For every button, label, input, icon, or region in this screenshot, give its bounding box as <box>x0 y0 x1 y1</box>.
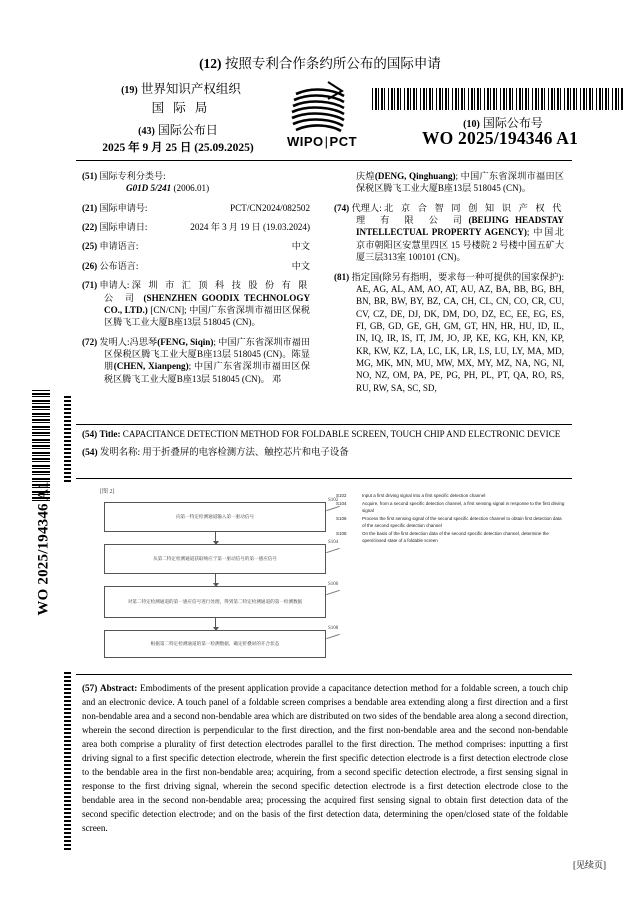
inventor-1-name-cn: 冯思琴 <box>129 336 158 347</box>
tick-rule-left-abstract <box>64 672 71 852</box>
wipo-wordmark <box>276 134 368 149</box>
title-text-cn: 用于折叠屏的电容检测方法、触控芯片和电子设备 <box>142 447 349 458</box>
legend-id-s108: S108 <box>336 530 347 536</box>
title-code-cn: (54) <box>82 447 98 458</box>
field-code-71: (71) <box>82 280 98 291</box>
legend-text-s102: Input a first driving signal into a first specific detection channel <box>362 493 486 498</box>
legend-id-s104: S104 <box>336 500 347 506</box>
flow-leader-s104 <box>326 548 340 553</box>
legend-row-s102 <box>336 492 566 499</box>
publication-language-label: 公布语言: <box>99 260 139 271</box>
field-81-designated-states <box>334 271 564 395</box>
flow-arrow-2 <box>215 574 216 586</box>
flow-step-id-s108: S108 <box>328 626 339 631</box>
legend-text-s104: Acquire, from a second specific detection channel, a first sensing signal in response to the first driving signal <box>362 500 565 514</box>
tick-rule-left-title <box>64 440 71 484</box>
flow-arrow-3 <box>215 618 216 630</box>
agent-name-cn: 北 京 合 智 同 创 知 识 产 权 代 理 有 限 公 司 <box>356 202 564 226</box>
kind-title-cn: 按照专利合作条约所公布的国际申请 <box>224 56 441 71</box>
publication-date-value: 2025 年 9 月 25 日 (25.09.2025) <box>102 141 254 154</box>
inventor-2-name-cn: 陈显朋 <box>104 348 310 372</box>
wipo-word-separator: | <box>324 134 329 149</box>
field-code-26: (26) <box>82 260 98 271</box>
classification-symbol: G01D 5/241 <box>126 183 172 194</box>
publication-kind-heading <box>0 52 640 72</box>
title-label-cn: 发明名称: <box>99 447 141 458</box>
field-code-25: (25) <box>82 241 98 252</box>
continuation-note: [见续页] <box>573 860 606 870</box>
field-code-51: (51) <box>82 171 98 181</box>
flow-arrow-1 <box>215 532 216 544</box>
legend-row-s108 <box>336 530 566 545</box>
abstract-section <box>82 682 568 836</box>
designated-states-label: 指定国(除另有指明，要求每一种可提供的国家保护): <box>351 271 564 282</box>
title-text-en: CAPACITANCE DETECTION METHOD FOR FOLDABLE SCREEN, TOUCH CHIP AND ELECTRONIC DEVICE <box>122 429 561 439</box>
inventor-2-name-en: (CHEN, Xianpeng) <box>113 361 189 372</box>
flow-box-s108 <box>104 630 326 658</box>
field-51-classification <box>82 170 310 195</box>
inventor-2-address: ; 中国广东省深圳市福田区保税区腾飞工业大厦B座13层 518045 (CN)。 邓 <box>104 361 310 384</box>
classification-edition: (2006.01) <box>173 183 210 194</box>
figure-step-legend <box>336 492 566 545</box>
abstract-divider <box>76 674 572 675</box>
publication-date-block <box>78 122 278 156</box>
application-date-label: 国际申请日: <box>99 222 148 233</box>
flow-box-s106-text: 对第二特定检测通道的第一感应信号进行处理，得到第二特定检测通道的第一检测数据 <box>127 598 303 604</box>
flow-step-id-s102: S102 <box>328 498 339 503</box>
figure-2 <box>96 486 568 666</box>
legend-id-s102: S102 <box>336 493 347 498</box>
org-name: 世界知识产权组织 <box>140 82 241 96</box>
abstract-code: (57) <box>82 683 98 693</box>
side-margin <box>18 390 64 890</box>
agent-label: 代理人: <box>351 202 382 213</box>
code-10: (10) <box>463 119 480 130</box>
biblio-left-column <box>82 170 310 392</box>
filing-language-label: 申请语言: <box>99 241 139 252</box>
barcode-top <box>372 88 624 110</box>
inventor-3-name-cn: 庆煌 <box>356 171 375 181</box>
flow-box-s102 <box>104 502 326 532</box>
field-code-21: (21) <box>82 202 98 213</box>
header-divider <box>76 160 572 161</box>
legend-text-s108: On the basis of the first detection data of the second specific detection channel, determine the open/closed state of a foldable screen <box>362 530 549 544</box>
filing-language-value: 中文 <box>291 241 310 252</box>
title-code-en: (54) <box>82 429 98 439</box>
flow-leader-s106 <box>326 590 340 595</box>
field-22-application-date <box>82 221 310 233</box>
title-label-en: Title: <box>99 429 121 439</box>
flow-step-id-s104: S104 <box>328 540 339 545</box>
application-date-value: 2024 年 3 月 19 日 (19.03.2024) <box>190 222 310 233</box>
legend-row-s104 <box>336 500 566 515</box>
field-74-agent <box>334 202 564 264</box>
applicant-label: 申请人: <box>99 280 130 291</box>
tick-rule-left-top <box>64 396 71 438</box>
biblio-right-column <box>334 170 564 401</box>
flow-leader-s108 <box>326 634 340 639</box>
flow-box-s102-text: 向第一特定检测通道输入第一驱动信号 <box>175 513 255 519</box>
legend-text-s106: Process the first sensing signal of the second specific detection channel to obtain first detection data of the second specific detection channel <box>362 515 562 529</box>
flow-step-id-s106: S106 <box>328 582 339 587</box>
flow-box-s104-text: 从第二特定检测通道获取响应于第一驱动信号的第一感应信号 <box>152 555 278 561</box>
code-12: (12) <box>199 56 222 71</box>
field-25-filing-language <box>82 240 310 252</box>
field-72-inventors <box>82 336 310 385</box>
title-cn-row <box>82 446 568 460</box>
abstract-text: Embodiments of the present application provide a capacitance detection method for a foldable screen, a touch chip and an electronic device. A touch panel of a foldable screen comprises a bendable area extending along a first direction and a first non-bendable area and a second non-bendable area which are distributed on two sides of the bendable area along a second direction, wherein the second direction is perpendicular to the first direction, and the first non-bendable area and the second non-bendable area both comprise a plurality of first detection electrodes parallel to the first direction. The method comprises: inputting a first driving signal to a first specific detection electrode, wherein the first specific detection electrode is a first detection electrode close to the bendable area in the first non-bendable area; acquiring, from a second specific detection electrode, a first sensing signal in response to the first driving signal, wherein the second specific detection electrode is a first detection electrode close to the bendable area in the second non-bendable area; processing the acquired first sensing signal to obtain first detection data of the second specific detection electrode; and on the basis of the first detection data, determining the open/closed state of the foldable screen. <box>82 683 569 833</box>
invention-title-block <box>82 428 568 464</box>
field-code-22: (22) <box>82 222 98 233</box>
agent-address: ; 中国北京市朝阳区安慧里四区 15 号楼院 2 号楼中国五矿大厦三层313室 100101 (CN)。 <box>356 227 564 263</box>
organization-block <box>86 80 276 117</box>
inventor-3-continuation <box>334 170 564 195</box>
publication-number-label: 国际公布号 <box>482 116 543 130</box>
title-divider-top <box>76 424 572 425</box>
field-26-publication-language <box>82 260 310 272</box>
flow-box-s104 <box>104 544 326 574</box>
designated-states-codes: AE, AG, AL, AM, AO, AT, AU, AZ, BA, BB, BG, BH, BN, BR, BW, BY, BZ, CA, CH, CL, CN, CO, CR, CU, CV, CZ, DE, DJ, DK, DM, DO, DZ, EC, EE, EG, ES, FI, GB, GD, GE, GH, GM, GT, HN, HR, HU, ID, IL, IN, IQ, IR, IS, IT, JM, JO, JP, KE, KG, KH, KN, KP, KR, KW, KZ, LA, LC, LK, LR, LS, LU, LY, MA, MD, MG, MK, MN, MU, MW, MX, MY, MZ, NA, NG, NI, NO, NZ, OM, PA, PE, PG, PH, PL, PT, QA, RO, RS, RU, RW, SA, SC, SD, <box>356 283 564 393</box>
application-number-label: 国际申请号: <box>99 202 148 213</box>
flow-box-s106 <box>104 586 326 618</box>
legend-id-s106: S106 <box>336 515 347 521</box>
agent-name-en: (BEIJING HEADSTAY INTELLECTUAL PROPERTY AGENCY) <box>356 215 565 238</box>
applicant-address: [CN/CN]; 中国广东省深圳市福田区保税区腾飞工业大厦B座13层 518045 (CN)。 <box>104 304 310 328</box>
wipo-word-right: PCT <box>329 134 358 149</box>
field-71-applicant <box>82 279 310 328</box>
publication-date-label: 国际公布日 <box>157 123 218 137</box>
figure-label: [图 2] <box>100 489 115 495</box>
inventor-label: 发明人: <box>99 336 130 347</box>
publication-language-value: 中文 <box>291 260 310 271</box>
field-code-74: (74) <box>334 202 350 213</box>
field-code-72: (72) <box>82 336 98 347</box>
wipo-word-left: WIPO <box>286 134 324 149</box>
code-43: (43) <box>138 126 155 137</box>
classification-label: 国际专利分类号: <box>99 171 166 181</box>
title-en-row <box>82 428 568 442</box>
inventor-3-address: ; 中国广东省深圳市福田区保税区腾飞工业大厦B座13层 518045 (CN)。 <box>356 171 564 194</box>
legend-row-s106 <box>336 515 566 530</box>
flowchart <box>98 496 346 664</box>
inventor-1-address: ; 中国广东省深圳市福田区保税区腾飞工业大厦B座13层 518045 (CN)。 <box>104 336 310 359</box>
code-19: (19) <box>121 85 138 96</box>
inventor-1-name-en: (FENG, Siqin) <box>157 336 214 347</box>
applicant-name-cn: 深 圳 市 汇 顶 科 技 股 份 有 限 公 司 <box>104 280 311 303</box>
application-number-value: PCT/CN2024/082502 <box>230 202 310 213</box>
flow-box-s108-text: 根据第二特定检测通道的第一检测数据，确定折叠屏的开合状态 <box>150 640 280 646</box>
inventor-3-name-en: (DENG, Qinghuang) <box>374 171 456 181</box>
org-bureau: 国 际 局 <box>151 100 211 115</box>
title-divider-bottom <box>76 478 572 479</box>
side-publication-number: WO 2025/194346 A1 <box>35 481 52 616</box>
field-21-application-number <box>82 202 310 214</box>
field-code-81: (81) <box>334 271 350 282</box>
abstract-label: Abstract: <box>100 683 138 693</box>
publication-number-value: WO 2025/194346 A1 <box>421 128 579 148</box>
applicant-name-en: (SHENZHEN GOODIX TECHNOLOGY CO., LTD.) <box>104 292 311 315</box>
